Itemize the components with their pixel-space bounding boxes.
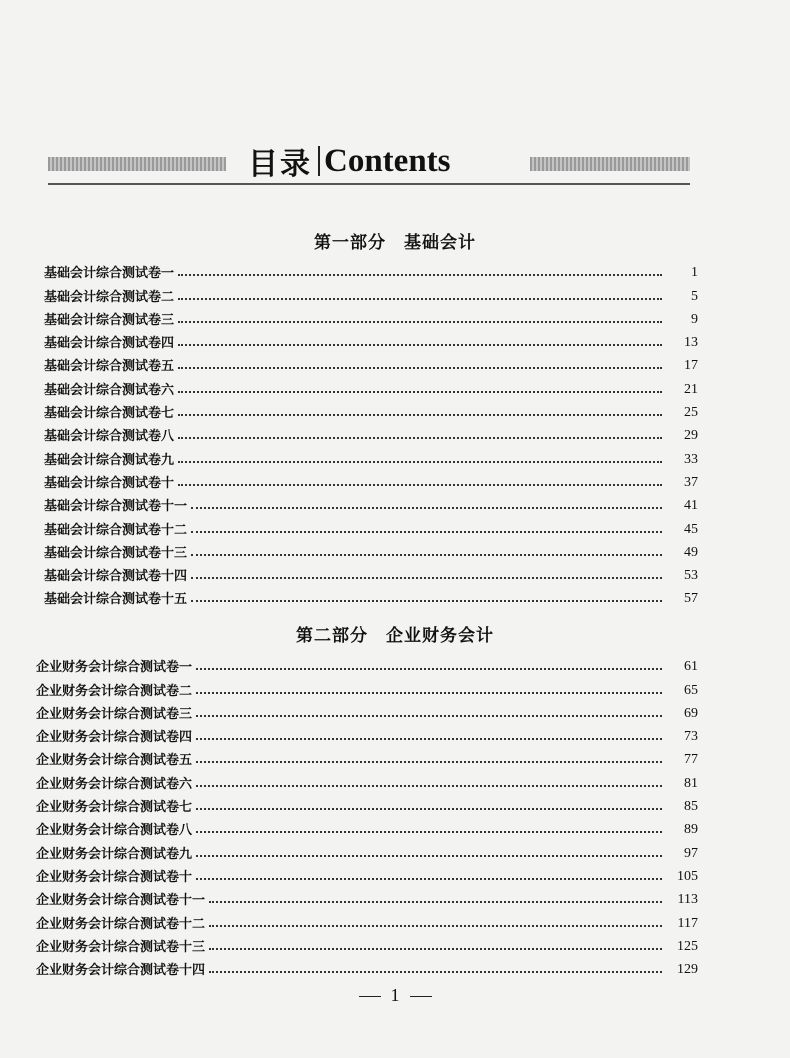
dot-leader — [196, 738, 662, 740]
toc-entry-label: 企业财务会计综合测试卷六 — [36, 776, 193, 792]
toc-entry[interactable] — [44, 398, 698, 421]
dot-leader — [178, 344, 662, 346]
toc-entry[interactable] — [44, 468, 698, 491]
toc-entry-page: 33 — [684, 451, 698, 467]
toc-entry-page: 45 — [684, 521, 698, 537]
title-separator — [318, 146, 320, 176]
toc-entry[interactable] — [36, 838, 698, 861]
dot-leader — [196, 761, 662, 763]
toc-entry[interactable] — [44, 561, 698, 584]
toc-entry[interactable] — [44, 584, 698, 607]
header-rule — [48, 183, 690, 185]
section-name: 企业财务会计 — [386, 626, 494, 646]
page-number: 1 — [390, 985, 400, 1005]
toc-entry-label: 企业财务会计综合测试卷二 — [36, 683, 193, 699]
toc-entry-page: 61 — [684, 659, 698, 675]
toc-entry-page: 113 — [677, 892, 698, 908]
footer-dash-left — [359, 996, 381, 997]
toc-entry-page: 129 — [677, 962, 698, 978]
title-chinese: 目录 — [248, 147, 312, 182]
toc-entry[interactable] — [36, 768, 698, 791]
toc-entry-label: 企业财务会计综合测试卷三 — [36, 706, 193, 722]
section-heading-part-1 — [0, 228, 790, 253]
toc-entry-label: 企业财务会计综合测试卷十二 — [36, 916, 206, 932]
toc-entry[interactable] — [36, 792, 698, 815]
toc-entry-page: 69 — [684, 705, 698, 721]
title-english: Contents — [324, 142, 451, 179]
dot-leader — [196, 855, 662, 857]
toc-entry-label: 基础会计综合测试卷十五 — [44, 592, 188, 608]
section-part-label: 第二部分 — [296, 626, 368, 646]
dot-leader — [196, 831, 662, 833]
toc-entry-page: 57 — [684, 591, 698, 607]
toc-entry-label: 企业财务会计综合测试卷四 — [36, 730, 193, 746]
dot-leader — [209, 925, 662, 927]
toc-entry[interactable] — [44, 538, 698, 561]
toc-entry[interactable] — [36, 885, 698, 908]
toc-entry-page: 73 — [684, 729, 698, 745]
toc-entry-label: 基础会计综合测试卷十一 — [44, 499, 188, 515]
toc-entry[interactable] — [44, 491, 698, 514]
toc-entry-page: 81 — [684, 775, 698, 791]
toc-entry-page: 85 — [684, 799, 698, 815]
toc-entry-label: 企业财务会计综合测试卷十一 — [36, 893, 206, 909]
toc-entry[interactable] — [44, 421, 698, 444]
toc-entry-label: 企业财务会计综合测试卷十 — [36, 869, 193, 885]
toc-entry[interactable] — [36, 932, 698, 955]
section-heading-part-2 — [0, 621, 790, 646]
toc-entry[interactable] — [44, 328, 698, 351]
toc-entry-label: 基础会计综合测试卷三 — [44, 312, 175, 328]
dot-leader — [196, 808, 662, 810]
dot-leader — [196, 715, 662, 717]
toc-entry[interactable] — [36, 815, 698, 838]
toc-entry-page: 9 — [691, 311, 698, 327]
toc-entry-label: 企业财务会计综合测试卷五 — [36, 753, 193, 769]
toc-list-part-1 — [44, 258, 698, 607]
toc-entry-label: 基础会计综合测试卷一 — [44, 266, 175, 282]
dot-leader — [178, 484, 662, 486]
dot-leader — [196, 692, 662, 694]
dot-leader — [196, 785, 662, 787]
toc-entry-label: 基础会计综合测试卷八 — [44, 429, 175, 445]
toc-entry-page: 105 — [677, 868, 698, 884]
toc-entry[interactable] — [36, 722, 698, 745]
dot-leader — [196, 878, 662, 880]
toc-entry-label: 基础会计综合测试卷十三 — [44, 545, 188, 561]
dot-leader — [178, 298, 662, 300]
footer-dash-right — [410, 996, 432, 997]
toc-entry-page: 49 — [684, 544, 698, 560]
toc-entry-label: 企业财务会计综合测试卷十三 — [36, 939, 206, 955]
toc-entry-label: 基础会计综合测试卷七 — [44, 406, 175, 422]
toc-entry[interactable] — [44, 258, 698, 281]
dot-leader — [196, 668, 662, 670]
toc-entry-page: 117 — [677, 915, 698, 931]
toc-entry-page: 89 — [684, 822, 698, 838]
toc-entry[interactable] — [44, 305, 698, 328]
decorative-bar-right — [530, 157, 690, 171]
toc-entry-label: 企业财务会计综合测试卷十四 — [36, 963, 206, 979]
toc-entry-label: 基础会计综合测试卷六 — [44, 382, 175, 398]
dot-leader — [178, 461, 662, 463]
toc-entry-page: 77 — [684, 752, 698, 768]
toc-header — [40, 140, 690, 190]
toc-entry[interactable] — [44, 281, 698, 304]
dot-leader — [178, 274, 662, 276]
toc-entry[interactable] — [36, 908, 698, 931]
dot-leader — [178, 391, 662, 393]
toc-entry-page: 65 — [684, 682, 698, 698]
toc-entry[interactable] — [44, 374, 698, 397]
dot-leader — [178, 414, 662, 416]
toc-entry-page: 29 — [684, 428, 698, 444]
toc-entry[interactable] — [36, 675, 698, 698]
toc-entry-label: 基础会计综合测试卷十四 — [44, 569, 188, 585]
toc-entry-label: 基础会计综合测试卷四 — [44, 336, 175, 352]
dot-leader — [178, 437, 662, 439]
dot-leader — [209, 971, 662, 973]
page-title — [248, 140, 451, 182]
toc-entry-page: 17 — [684, 358, 698, 374]
toc-entry-label: 企业财务会计综合测试卷七 — [36, 800, 193, 816]
toc-entry[interactable] — [36, 745, 698, 768]
decorative-bar-left — [48, 157, 226, 171]
toc-entry-label: 基础会计综合测试卷十 — [44, 475, 175, 491]
section-part-label: 第一部分 — [314, 233, 386, 253]
toc-entry-page: 21 — [684, 381, 698, 397]
toc-entry-label: 企业财务会计综合测试卷九 — [36, 846, 193, 862]
toc-entry-page: 25 — [684, 405, 698, 421]
toc-entry-page: 97 — [684, 845, 698, 861]
toc-entry[interactable] — [36, 955, 698, 978]
toc-entry[interactable] — [44, 351, 698, 374]
toc-entry-page: 1 — [691, 265, 698, 281]
toc-entry[interactable] — [44, 444, 698, 467]
toc-entry[interactable] — [36, 862, 698, 885]
dot-leader — [191, 531, 662, 533]
toc-entry-page: 5 — [691, 288, 698, 304]
dot-leader — [191, 577, 662, 579]
dot-leader — [178, 321, 662, 323]
toc-entry-page: 53 — [684, 568, 698, 584]
section-name: 基础会计 — [404, 233, 476, 253]
toc-entry-label: 基础会计综合测试卷五 — [44, 359, 175, 375]
toc-entry-label: 企业财务会计综合测试卷一 — [36, 660, 193, 676]
toc-entry-label: 基础会计综合测试卷九 — [44, 452, 175, 468]
dot-leader — [191, 554, 662, 556]
page-footer — [0, 985, 790, 1006]
toc-entry-label: 企业财务会计综合测试卷八 — [36, 823, 193, 839]
toc-entry[interactable] — [36, 652, 698, 675]
dot-leader — [209, 948, 662, 950]
toc-list-part-2 — [36, 652, 698, 978]
toc-entry[interactable] — [36, 699, 698, 722]
toc-entry-label: 基础会计综合测试卷二 — [44, 289, 175, 305]
dot-leader — [209, 901, 662, 903]
dot-leader — [178, 367, 662, 369]
toc-entry-page: 125 — [677, 938, 698, 954]
toc-entry-page: 13 — [684, 335, 698, 351]
toc-entry-page: 37 — [684, 474, 698, 490]
toc-entry-label: 基础会计综合测试卷十二 — [44, 522, 188, 538]
dot-leader — [191, 600, 662, 602]
dot-leader — [191, 507, 662, 509]
toc-entry[interactable] — [44, 514, 698, 537]
toc-entry-page: 41 — [684, 498, 698, 514]
